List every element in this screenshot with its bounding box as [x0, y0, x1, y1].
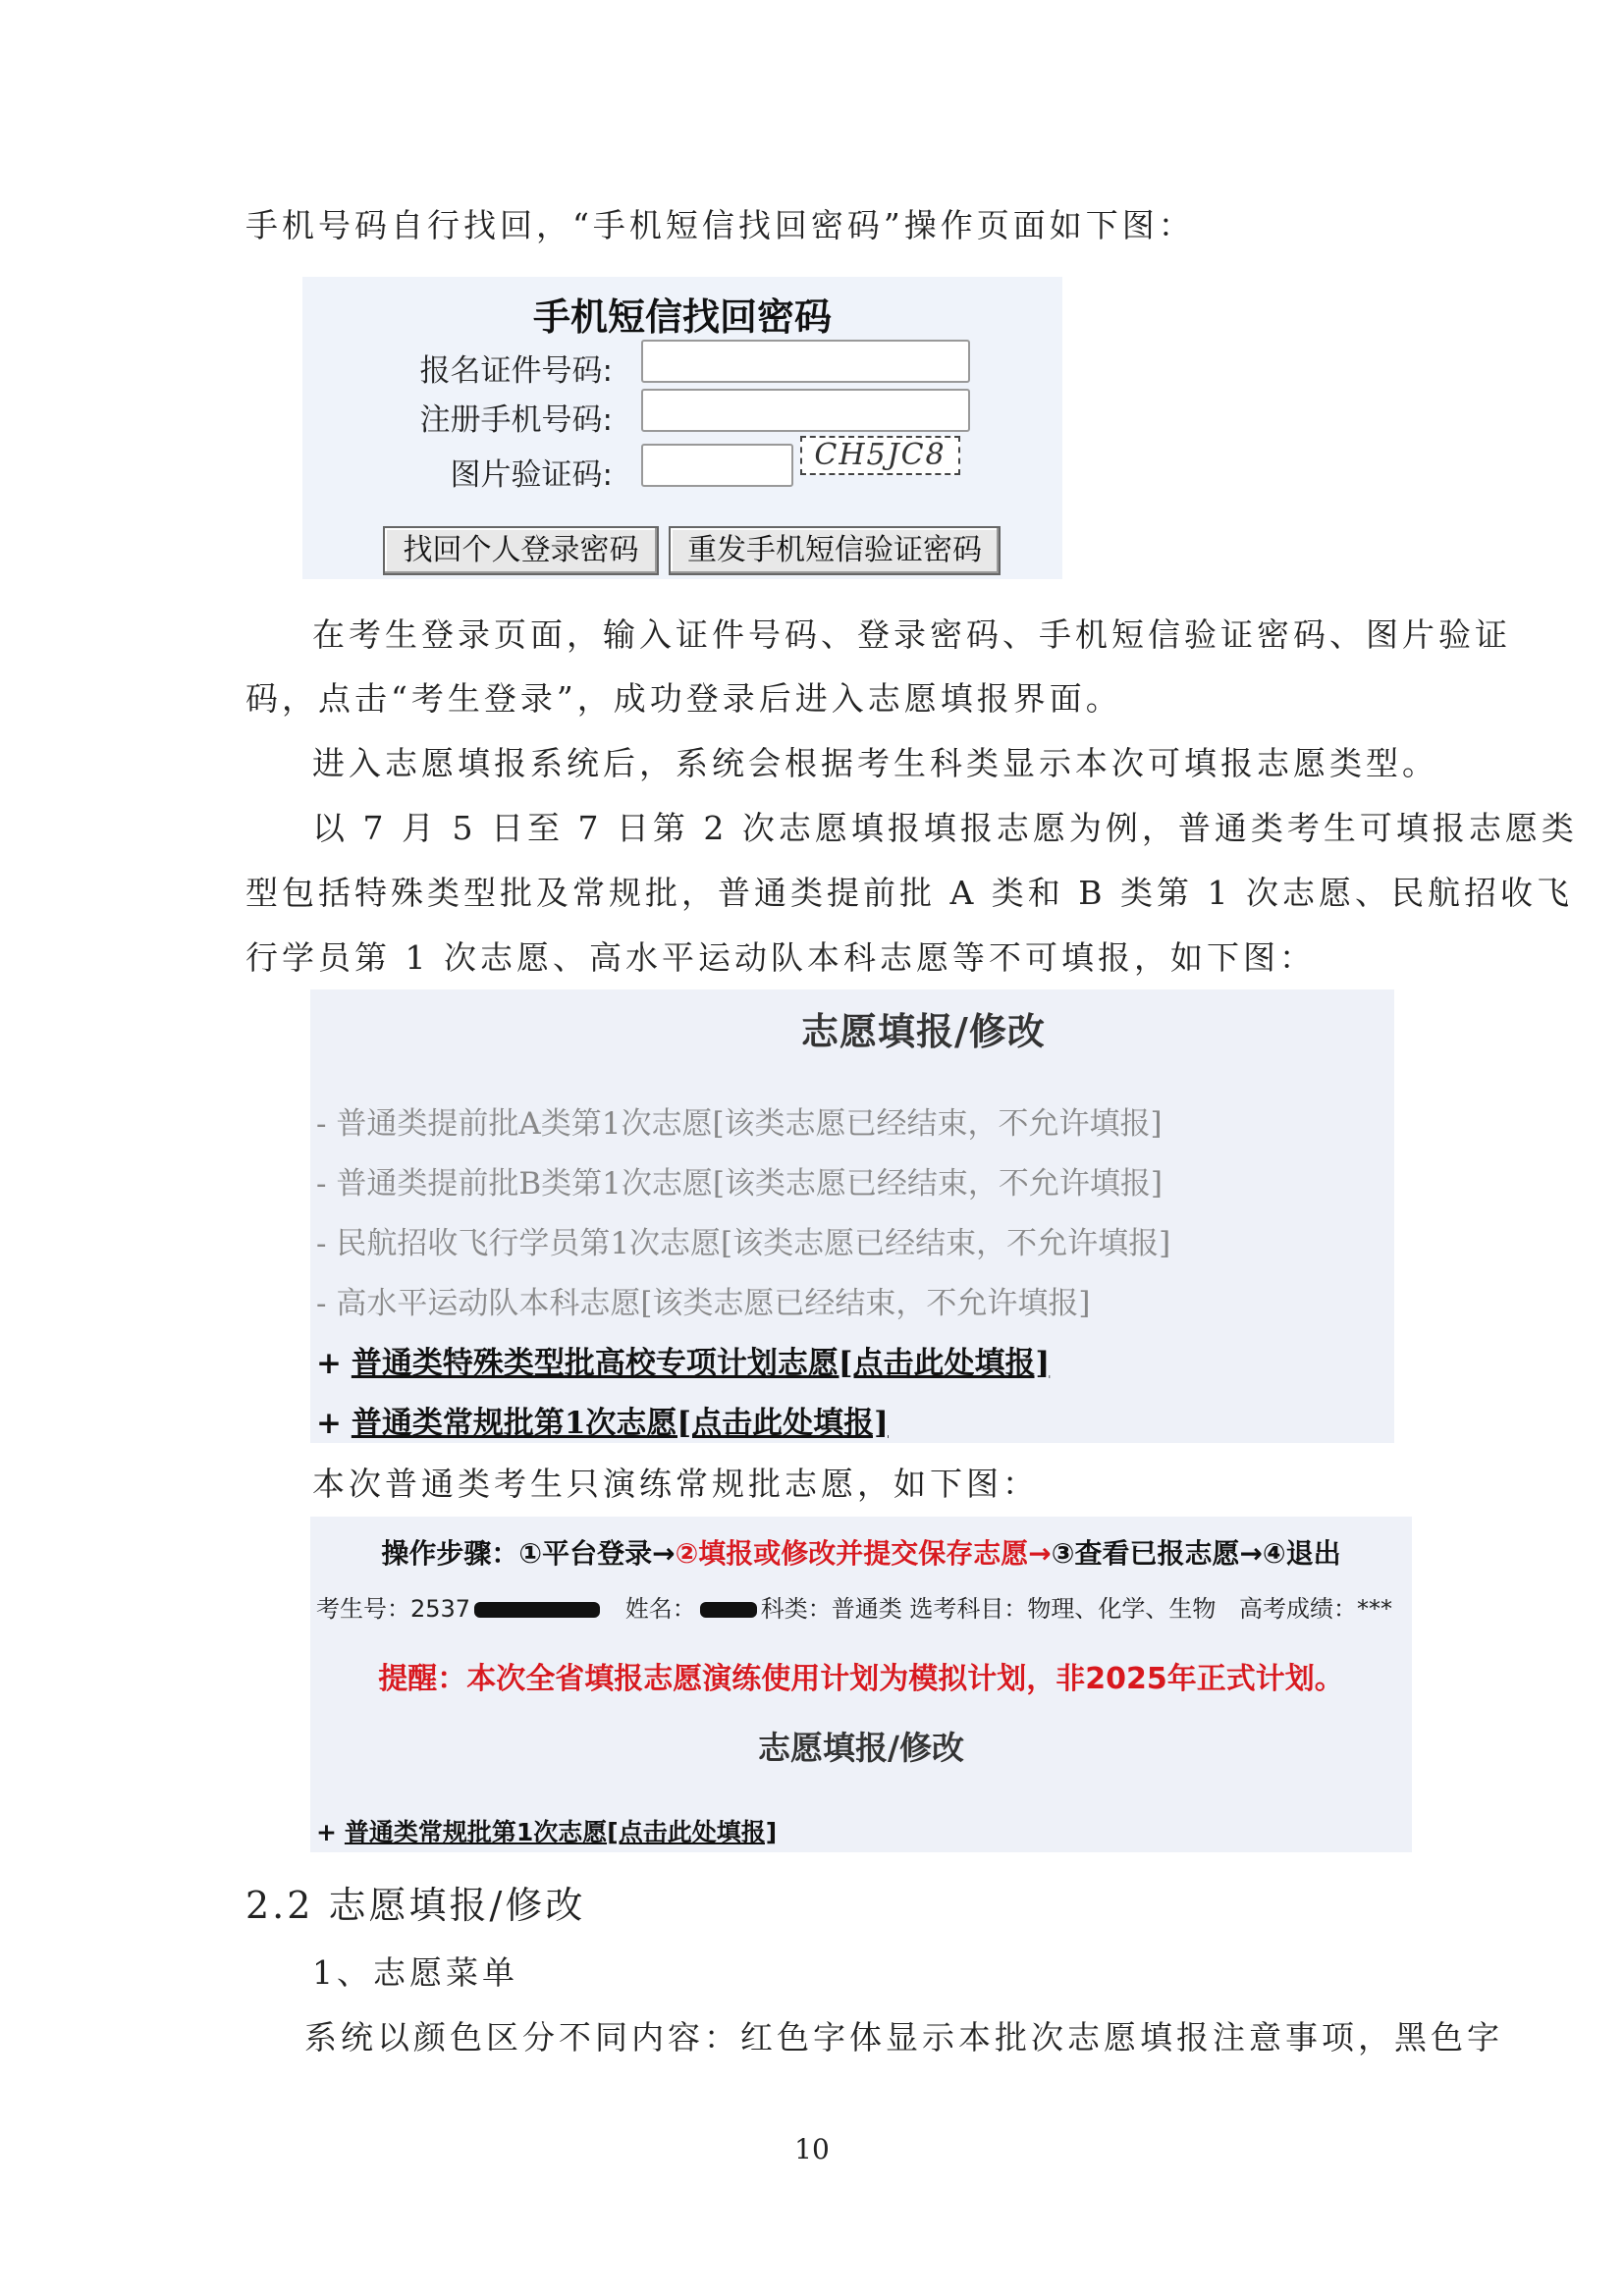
volunteer-menu-title: 志愿填报/修改 [801, 1009, 1046, 1053]
special-batch-link[interactable]: 普通类特殊类型批高校专项计划志愿[点击此处填报] [351, 1346, 1051, 1381]
volunteer-menu-panel [310, 989, 1394, 1443]
plus-icon: + [316, 1818, 337, 1846]
resend-sms-button[interactable]: 重发手机短信验证密码 [669, 526, 1001, 575]
paragraph-example-2: 型包括特殊类型批及常规批，普通类提前批 A 类和 B 类第 1 次志愿、民航招收飞 [245, 874, 1574, 912]
redaction-mark [474, 1602, 600, 1618]
regular-batch-item [316, 1398, 889, 1442]
plus-icon: + [316, 1406, 342, 1441]
redaction-mark [700, 1602, 757, 1618]
operation-steps [310, 1532, 1412, 1572]
captcha-input[interactable] [641, 444, 793, 487]
captcha-image[interactable]: CH5JC8 [800, 436, 960, 475]
captcha-label: 图片验证码: [450, 457, 613, 493]
step-view: ③查看已报志愿→ [1051, 1537, 1263, 1570]
warning-text: 提醒：本次全省填报志愿演练使用计划为模拟计划，非2025年正式计划。 [378, 1662, 1344, 1696]
exam-score: 高考成绩：*** [1239, 1595, 1392, 1623]
regular-batch-link[interactable]: 普通类常规批第1次志愿[点击此处填报] [351, 1406, 889, 1441]
paragraph-colors: 系统以颜色区分不同内容：红色字体显示本批次志愿填报注意事项，黑色字 [304, 2018, 1503, 2056]
sms-recover-panel [302, 277, 1062, 579]
disabled-item-batch-a: - 普通类提前批A类第1次志愿[该类志愿已经结束，不允许填报] [316, 1106, 1163, 1142]
step-exit: ④退出 [1262, 1537, 1341, 1570]
sms-recover-title: 手机短信找回密码 [532, 295, 832, 339]
recover-password-button[interactable]: 找回个人登录密码 [383, 526, 659, 575]
disabled-item-batch-b: - 普通类提前批B类第1次志愿[该类志愿已经结束，不允许填报] [316, 1166, 1164, 1201]
step-fill: ②填报或修改并提交保存志愿→ [675, 1537, 1052, 1570]
candidate-info [316, 1589, 1392, 1624]
phone-number-input[interactable] [641, 389, 970, 432]
exam-number: 考生号：2537 [316, 1595, 471, 1623]
id-number-label: 报名证件号码: [419, 353, 613, 389]
paragraph-intro: 手机号码自行找回，“手机短信找回密码”操作页面如下图： [245, 206, 1195, 244]
steps-prefix: 操作步骤： [381, 1537, 519, 1570]
platform-regular-link[interactable]: 普通类常规批第1次志愿[点击此处填报] [344, 1818, 778, 1846]
paragraph-login-1: 在考生登录页面，输入证件号码、登录密码、手机短信验证密码、图片验证 [312, 615, 1511, 654]
paragraph-system: 进入志愿填报系统后，系统会根据考生科类显示本次可填报志愿类型。 [312, 744, 1438, 782]
platform-regular-item [316, 1813, 777, 1848]
phone-number-label: 注册手机号码: [419, 402, 613, 438]
special-batch-item [316, 1338, 1050, 1382]
platform-title: 志愿填报/修改 [757, 1729, 965, 1767]
paragraph-login-2: 码，点击“考生登录”，成功登录后进入志愿填报界面。 [245, 679, 1122, 718]
platform-panel [310, 1517, 1412, 1852]
id-number-input[interactable] [641, 340, 970, 383]
paragraph-example-3: 行学员第 1 次志愿、高水平运动队本科志愿等不可填报，如下图： [245, 938, 1316, 977]
section-heading: 2.2 志愿填报/修改 [245, 1884, 586, 1927]
plus-icon: + [316, 1346, 342, 1381]
page-number: 10 [794, 2133, 830, 2165]
paragraph-rehearsal: 本次普通类考生只演练常规批志愿，如下图： [312, 1465, 1039, 1503]
paragraph-example-1: 以 7 月 5 日至 7 日第 2 次志愿填报填报志愿为例，普通类考生可填报志愿类 [312, 809, 1578, 847]
subject-info: 科类：普通类 选考科目：物理、化学、生物 [760, 1595, 1217, 1623]
paragraph-menu-heading: 1、志愿菜单 [312, 1953, 518, 1992]
step-login: ①平台登录→ [518, 1537, 676, 1570]
disabled-item-pilot: - 民航招收飞行学员第1次志愿[该类志愿已经结束，不允许填报] [316, 1226, 1171, 1261]
disabled-item-sports: - 高水平运动队本科志愿[该类志愿已经结束，不允许填报] [316, 1286, 1091, 1321]
candidate-name-label: 姓名： [624, 1595, 696, 1623]
